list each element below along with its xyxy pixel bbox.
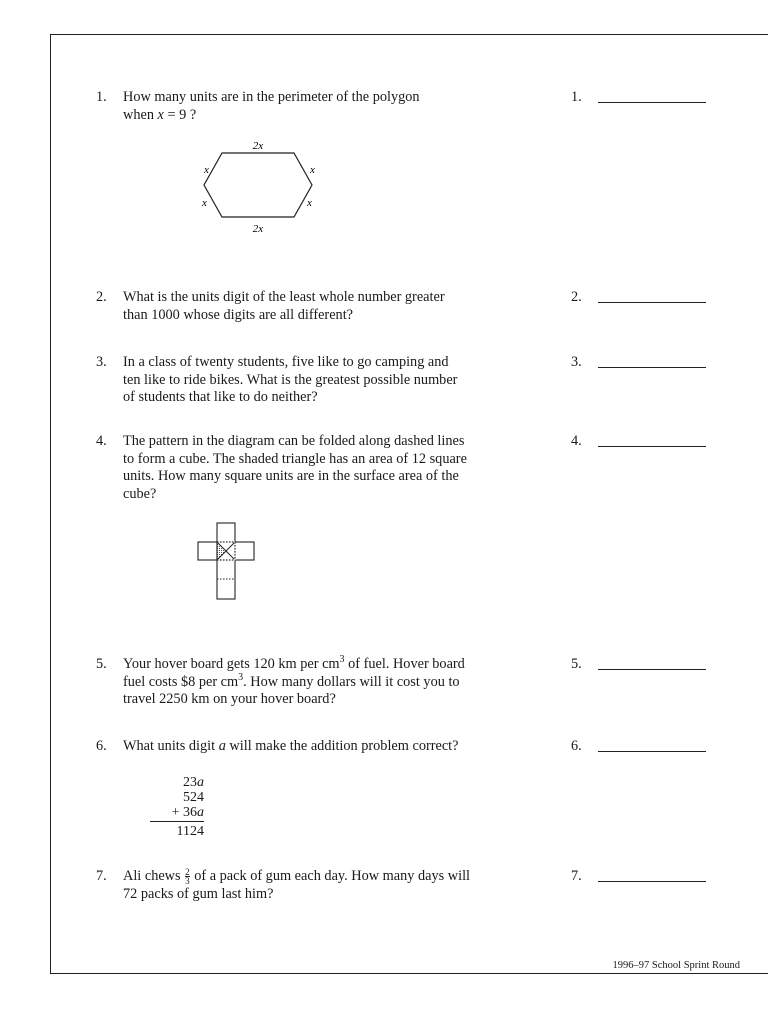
answer-number: 3. — [571, 354, 582, 370]
label-bottom: 2x — [252, 223, 264, 235]
hexagon-shape — [204, 153, 312, 217]
footer-caption: 1996–97 School Sprint Round — [612, 960, 740, 971]
cube-net-diagram — [195, 520, 260, 602]
answer-blank[interactable] — [598, 302, 706, 303]
label-upper-left: x — [204, 164, 209, 176]
answer-number: 5. — [571, 656, 582, 672]
addend-1: 23a — [183, 775, 204, 790]
answer-blank[interactable] — [598, 102, 706, 103]
net-right-face — [235, 542, 254, 560]
net-top-face — [217, 523, 235, 542]
answer-blank[interactable] — [598, 367, 706, 368]
problem-number: 7. — [96, 868, 107, 884]
answer-number: 7. — [571, 868, 582, 884]
answer-blank[interactable] — [598, 881, 706, 882]
problem-number: 4. — [96, 433, 107, 449]
problem-text: Your hover board gets 120 km per $cm^3$ of fuel. Hover board fuel costs $8 per $cm^3$. How many dollars will it cost you to travel 2250 km on your hover board? — [123, 654, 465, 707]
answer-number: 2. — [571, 289, 582, 305]
problem-text: Ali chews $\frac{2}{3}$ of a pack of gum each day. How many days will 72 packs of gum last him? — [123, 867, 471, 902]
addition-problem — [150, 775, 204, 839]
problem-number: 3. — [96, 354, 107, 370]
answer-blank[interactable] — [598, 446, 706, 447]
shaded-triangle — [217, 542, 226, 560]
problem-text: What is the units digit of the least whole number greater than 1000 whose digits are all different? — [123, 289, 445, 323]
label-lower-left: x — [202, 197, 207, 209]
answer-number: 1. — [571, 89, 582, 105]
addend-3: + 36a — [171, 805, 204, 820]
problem-text: How many units are in the perimeter of the polygon when x = 9 ? — [123, 89, 420, 123]
sum: 1124 — [150, 821, 204, 839]
problem-number: 5. — [96, 656, 107, 672]
net-left-face — [198, 542, 217, 560]
label-lower-right: x — [307, 197, 312, 209]
hexagon-diagram — [190, 135, 330, 240]
answer-blank[interactable] — [598, 669, 706, 670]
problem-text: What units digit a will make the addition problem correct? — [123, 738, 459, 754]
addend-2: 524 — [183, 790, 204, 805]
problem-number: 1. — [96, 89, 107, 105]
problem-number: 6. — [96, 738, 107, 754]
problem-number: 2. — [96, 289, 107, 305]
label-top: 2x — [252, 140, 264, 152]
answer-number: 4. — [571, 433, 582, 449]
label-upper-right: x — [310, 164, 315, 176]
answer-blank[interactable] — [598, 751, 706, 752]
fraction: $\frac{2}{3}$ — [185, 867, 190, 887]
problem-text: In a class of twenty students, five like to go camping and ten like to ride bikes. What is the greatest possible number of students that like to do neither? — [123, 354, 458, 405]
problem-text: The pattern in the diagram can be folded along dashed lines to form a cube. The shaded triangle has an area of 12 square units. How many square units are in the surface area of the cube? — [123, 433, 467, 502]
answer-number: 6. — [571, 738, 582, 754]
